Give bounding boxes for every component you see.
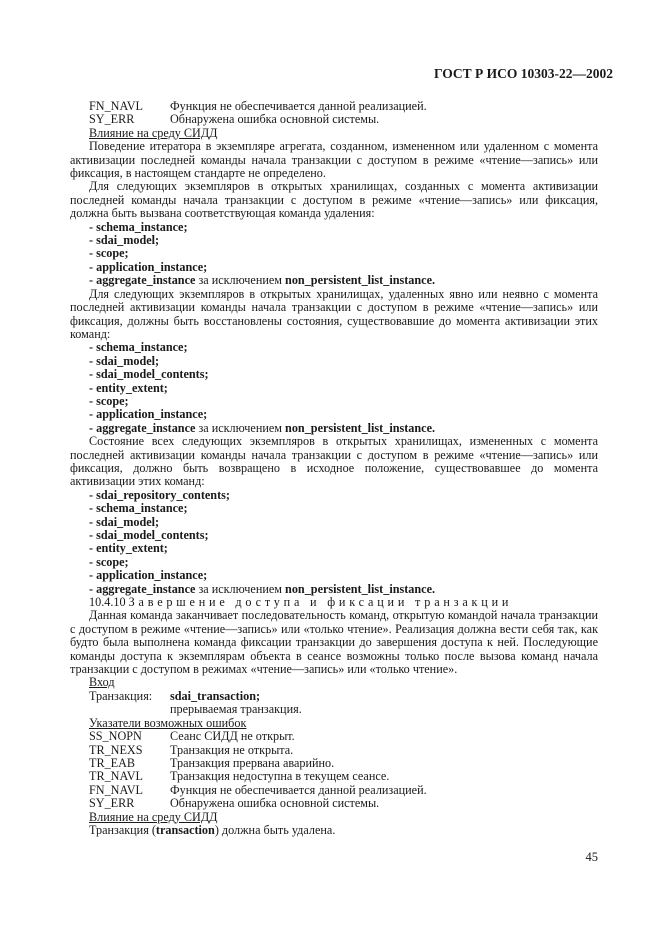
error-text: Транзакция недоступна в текущем сеансе. [170, 769, 390, 784]
error-code: SY_ERR [89, 112, 135, 127]
input-value: sdai_transaction; [170, 688, 261, 703]
list-item: - aggregate_instance за исключением non_persistent_list_instance. [89, 420, 436, 435]
influence-heading: Влияние на среду СИДД [89, 125, 218, 140]
list-item: - schema_instance; [89, 501, 188, 516]
errors-heading: Указатели возможных ошибок [89, 715, 247, 730]
error-text: Обнаружена ошибка основной системы. [170, 112, 380, 127]
paragraph: Данная команда заканчивает последовательность команд, открытую командой начала транзакции с доступом в режиме «чтение—запись» или «только чтение». Реализация должна вести себя так, как будто была выполнена команда фиксации транзакции до завершения доступа к ней. Последующие команды доступа к экземплярам объекта в сеансе возможны только после вызова команд начала транзакции с доступом в режимах «чтение—запись» или «только чтение». [70, 608, 598, 677]
error-row [70, 113, 598, 126]
list-item: - aggregate_instance за исключением non_persistent_list_instance. [89, 581, 436, 596]
list-item: - sdai_model_contents; [89, 367, 209, 382]
error-row [70, 797, 598, 810]
list-item: - sdai_model_contents; [89, 528, 209, 542]
error-code: SY_ERR [89, 796, 135, 811]
list-item: - entity_extent; [89, 380, 168, 395]
error-code: FN_NAVL [89, 99, 143, 113]
error-row [70, 744, 598, 757]
input-desc-row [70, 703, 598, 716]
influence-heading: Влияние на среду СИДД [89, 809, 218, 824]
error-row [70, 784, 598, 797]
list-item: - application_instance; [89, 568, 208, 583]
error-row [70, 100, 598, 113]
input-desc: прерываемая транзакция. [170, 702, 302, 717]
error-row [70, 730, 598, 743]
paragraph: Для следующих экземпляров в открытых хранилищах, удаленных явно или неявно с момента последней активизации команды начала транзакции с доступом в режиме «чтение—запись» или фиксация, должны быть восстановлены состояния, существовавшие до момента активизации этих команд: [70, 286, 598, 341]
list-item: - sdai_model; [89, 233, 160, 248]
paragraph: Поведение итератора в экземпляре агрегата, созданном, измененном или удаленном с момента активизации последней команды начала транзакции с доступом в режиме «чтение—запись» или фиксация, в настоящем стандарте не определено. [70, 139, 598, 181]
list-item: - schema_instance; [89, 340, 188, 355]
final-sentence: Транзакция (transaction) должна быть удалена. [89, 822, 336, 837]
list-item: - application_instance; [89, 407, 208, 422]
page-header: ГОСТ Р ИСО 10303-22—2002 [433, 66, 613, 81]
error-text: Транзакция не открыта. [170, 742, 294, 757]
list-item: - scope; [89, 554, 129, 569]
paragraph: Состояние всех следующих экземпляров в открытых хранилищах, измененных с момента последней активизации команды начала транзакции с доступом в режиме «чтение—запись» или фиксация, должно быть возвращено в исходное положение, существовавшее до момента активизации этих команд: [70, 434, 598, 489]
error-text: Транзакция прервана аварийно. [170, 755, 335, 770]
input-heading: Вход [89, 675, 115, 690]
error-code: FN_NAVL [89, 782, 143, 797]
list-item: - schema_instance; [89, 219, 188, 234]
section-heading [70, 596, 598, 609]
error-text: Обнаружена ошибка основной системы. [170, 796, 380, 811]
page-number: 45 [585, 850, 598, 864]
error-row [70, 757, 598, 770]
section-title: Завершение доступа и фиксации транзакции [128, 595, 513, 610]
section-number: 10.4.10 [89, 595, 126, 610]
list-item: - application_instance; [89, 259, 208, 274]
list-item: - entity_extent; [89, 541, 168, 556]
page-content [70, 100, 598, 837]
list-item: - sdai_model; [89, 353, 160, 368]
list-item: - scope; [89, 246, 129, 261]
error-code: TR_NAVL [89, 769, 143, 784]
error-code: TR_NEXS [89, 742, 143, 757]
list-item: - scope; [89, 393, 129, 408]
error-text: Сеанс СИДД не открыт. [170, 729, 295, 744]
paragraph: Для следующих экземпляров в открытых хранилищах, созданных с момента активизации последней команды начала транзакции с доступом в режиме «чтение—запись» или фиксация, должна быть вызвана соответствующая команда удаления: [70, 179, 598, 221]
error-text: Функция не обеспечивается данной реализацией. [170, 782, 427, 797]
error-row [70, 770, 598, 783]
error-text: Функция не обеспечивается данной реализацией. [170, 99, 427, 113]
list-item: - aggregate_instance за исключением non_persistent_list_instance. [89, 273, 436, 288]
error-code: SS_NOPN [89, 729, 142, 744]
input-label: Транзакция: [89, 688, 153, 703]
input-row [70, 690, 598, 703]
list-item: - sdai_model; [89, 514, 160, 529]
list-item: - sdai_repository_contents; [89, 487, 230, 502]
error-code: TR_EAB [89, 755, 136, 770]
